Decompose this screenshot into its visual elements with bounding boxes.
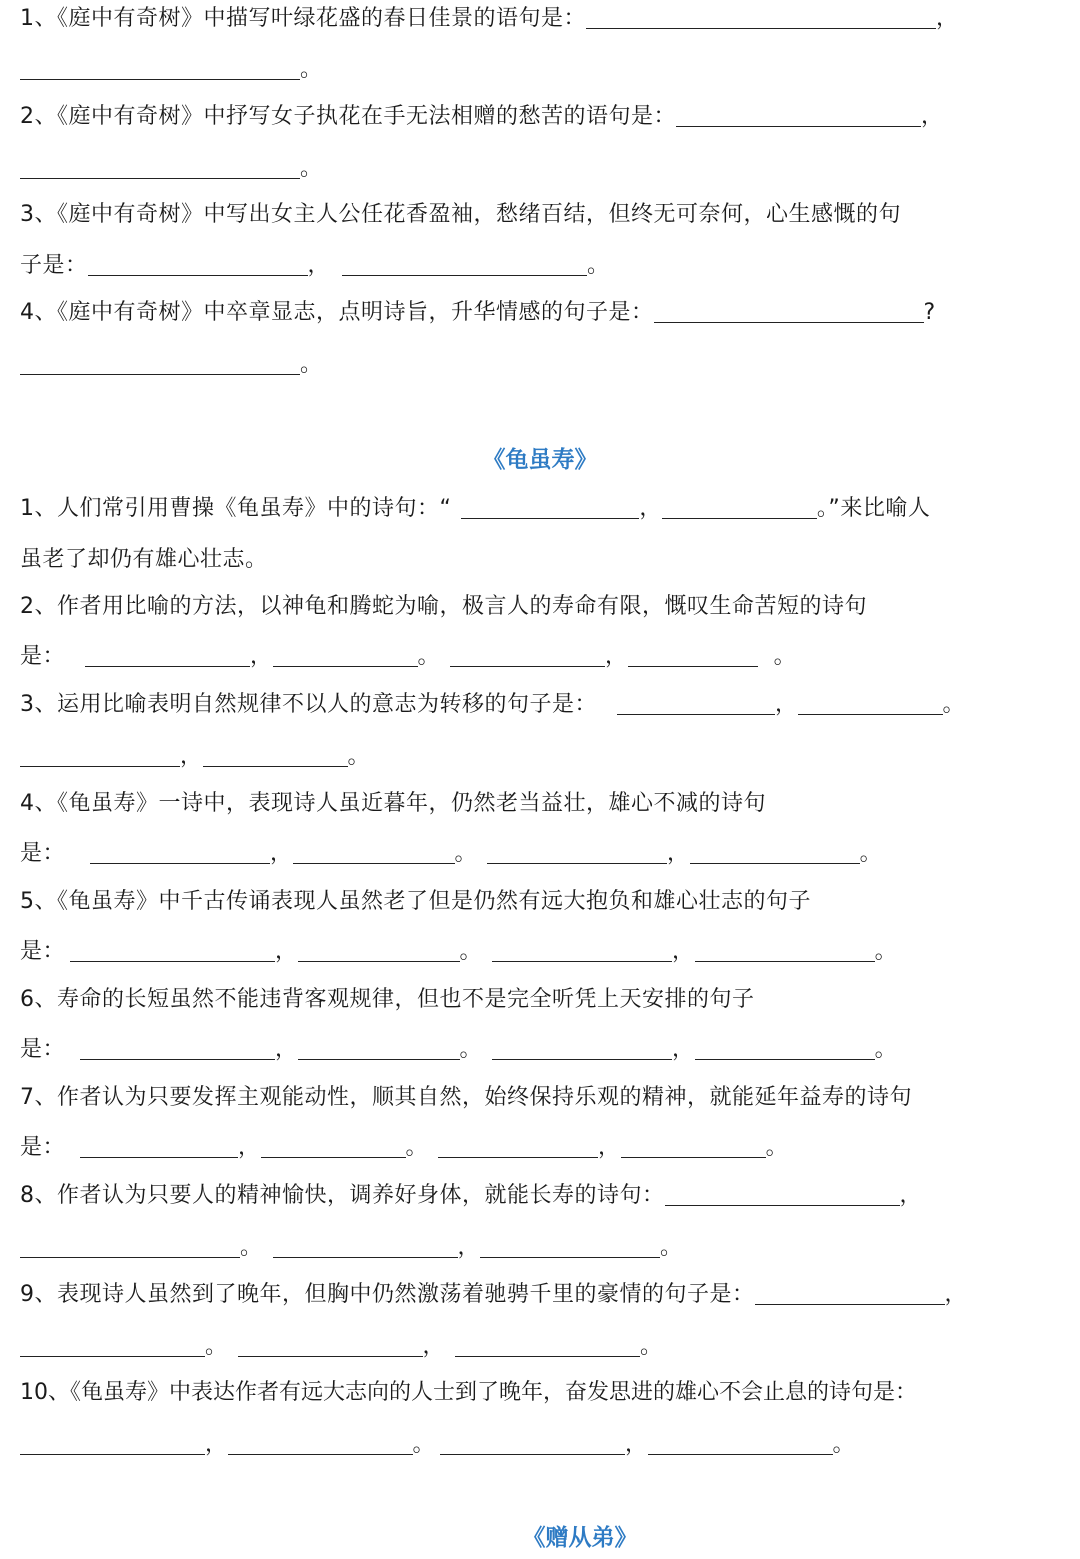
- answer-blank[interactable]: [20, 57, 300, 80]
- answer-blank[interactable]: [273, 644, 418, 667]
- answer-blank[interactable]: [298, 939, 460, 962]
- punctuation: ，: [899, 1183, 923, 1208]
- question-g2: 2、作者用比喻的方法，以神龟和腾蛇为喻，极言人的寿命有限，慨叹生命苦短的诗句: [20, 594, 867, 619]
- answer-blank[interactable]: [342, 253, 587, 276]
- answer-blank[interactable]: [695, 1037, 875, 1060]
- punctuation: ，: [775, 692, 798, 717]
- question-g5: 5、《龟虽寿》中千古传诵表现人虽然老了但是仍然有远大抱负和雄心壮志的句子: [20, 889, 811, 914]
- question-g1-cont: 虽老了却仍有雄心壮志。: [20, 547, 268, 572]
- section-title-guisuishou: 《龟虽寿》: [482, 447, 598, 473]
- punctuation: 。: [874, 1037, 898, 1062]
- question-g10-cont: [20, 1430, 1060, 1460]
- punctuation: ，: [275, 1037, 298, 1062]
- punctuation: 。: [640, 1334, 663, 1359]
- question-g9-cont: [20, 1332, 1060, 1362]
- question-text: 子是：: [20, 253, 88, 278]
- question-g2-cont: [20, 642, 1060, 672]
- answer-blank[interactable]: [662, 496, 817, 519]
- punctuation: ，: [625, 1432, 648, 1457]
- punctuation: 。: [300, 57, 323, 82]
- punctuation: 。: [874, 939, 898, 964]
- answer-blank[interactable]: [455, 1334, 640, 1357]
- answer-blank[interactable]: [80, 1037, 275, 1060]
- question-text: 3、运用比喻表明自然规律不以人的意志为转移的句子是：: [20, 692, 597, 717]
- answer-blank[interactable]: [238, 1334, 423, 1357]
- answer-blank[interactable]: [440, 1432, 625, 1455]
- answer-blank[interactable]: [628, 644, 758, 667]
- answer-blank[interactable]: [438, 1135, 598, 1158]
- punctuation: 。: [405, 1135, 429, 1160]
- answer-blank[interactable]: [665, 1183, 900, 1206]
- question-3-cont: [20, 251, 1060, 281]
- question-4-cont: [20, 350, 1060, 380]
- answer-blank[interactable]: [20, 744, 180, 767]
- punctuation: ，: [672, 939, 695, 964]
- answer-blank[interactable]: [90, 841, 270, 864]
- punctuation: 。: [347, 744, 371, 769]
- punctuation: ，: [672, 1037, 695, 1062]
- answer-blank[interactable]: [20, 1432, 205, 1455]
- answer-blank[interactable]: [298, 1037, 460, 1060]
- punctuation: 。: [459, 939, 483, 964]
- answer-blank[interactable]: [88, 253, 308, 276]
- answer-blank[interactable]: [676, 104, 921, 127]
- question-1-cont: [20, 55, 1060, 85]
- answer-blank[interactable]: [20, 1334, 205, 1357]
- punctuation: 。: [587, 253, 610, 278]
- punctuation: 。: [459, 1037, 483, 1062]
- punctuation: ，: [250, 644, 273, 669]
- answer-blank[interactable]: [617, 692, 775, 715]
- question-g8: [20, 1181, 1060, 1211]
- question-g3: [20, 690, 1060, 720]
- punctuation: 。: [417, 644, 441, 669]
- punctuation: ，: [936, 6, 959, 31]
- question-text: 9、表现诗人虽然到了晚年，但胸中仍然激荡着驰骋千里的豪情的句子是：: [20, 1282, 755, 1307]
- question-text: 2、《庭中有奇树》中抒写女子执花在手无法相赠的愁苦的语句是：: [20, 104, 676, 129]
- answer-blank[interactable]: [203, 744, 348, 767]
- punctuation: ?: [923, 300, 936, 325]
- answer-blank[interactable]: [293, 841, 455, 864]
- punctuation: 。: [412, 1432, 436, 1457]
- question-text: 8、作者认为只要人的精神愉快，调养好身体，就能长寿的诗句：: [20, 1183, 665, 1208]
- answer-blank[interactable]: [621, 1135, 766, 1158]
- punctuation: ，: [605, 644, 628, 669]
- punctuation: 。: [773, 644, 797, 669]
- answer-blank[interactable]: [228, 1432, 413, 1455]
- answer-blank[interactable]: [80, 1135, 238, 1158]
- question-g4: 4、《龟虽寿》一诗中，表现诗人虽近暮年，仍然老当益壮，雄心不减的诗句: [20, 791, 766, 816]
- answer-blank[interactable]: [798, 692, 943, 715]
- punctuation: 。: [240, 1235, 263, 1260]
- question-text: 是：: [20, 841, 66, 866]
- question-1: [20, 4, 1060, 34]
- punctuation: ，: [921, 104, 944, 129]
- question-g1: [20, 494, 1060, 524]
- punctuation: ，: [238, 1135, 261, 1160]
- question-g3-cont: [20, 742, 1060, 772]
- answer-blank[interactable]: [755, 1282, 945, 1305]
- answer-blank[interactable]: [20, 1235, 240, 1258]
- question-g9: [20, 1280, 1060, 1310]
- question-3: [20, 200, 1060, 230]
- punctuation: ，: [307, 253, 331, 278]
- punctuation: ，: [422, 1334, 446, 1359]
- question-text: 是：: [20, 1135, 66, 1160]
- punctuation: 。: [454, 841, 478, 866]
- answer-blank[interactable]: [586, 6, 936, 29]
- answer-blank[interactable]: [85, 644, 250, 667]
- question-g10: 10、《龟虽寿》中表达作者有远大志向的人士到了晚年，奋发思进的雄心不会止息的诗句是：: [20, 1380, 917, 1405]
- punctuation: ，: [598, 1135, 621, 1160]
- punctuation: ，: [667, 841, 690, 866]
- punctuation: 。: [660, 1235, 683, 1260]
- punctuation: ，: [275, 939, 298, 964]
- answer-blank[interactable]: [480, 1235, 660, 1258]
- answer-blank[interactable]: [20, 156, 300, 179]
- question-g4-cont: [20, 839, 1060, 869]
- answer-blank[interactable]: [20, 352, 300, 375]
- punctuation: 。: [832, 1432, 856, 1457]
- punctuation: 。: [765, 1135, 789, 1160]
- answer-blank[interactable]: [690, 841, 860, 864]
- question-2: [20, 102, 1060, 132]
- question-text: 是：: [20, 939, 66, 964]
- answer-blank[interactable]: [273, 1235, 458, 1258]
- question-text: 是：: [20, 1037, 66, 1062]
- question-text: 3、《庭中有奇树》中写出女主人公任花香盈袖，愁绪百结，但终无可奈何，心生感慨的句: [20, 202, 902, 227]
- punctuation: 。”来比喻人: [816, 496, 931, 521]
- punctuation: ，: [205, 1432, 228, 1457]
- question-2-cont: [20, 154, 1060, 184]
- question-g5-cont: [20, 937, 1060, 967]
- answer-blank[interactable]: [654, 300, 924, 323]
- punctuation: ，: [270, 841, 293, 866]
- answer-blank[interactable]: [461, 496, 639, 519]
- question-text: 1、人们常引用曹操《龟虽寿》中的诗句：“: [20, 496, 452, 521]
- question-4: [20, 298, 1060, 328]
- answer-blank[interactable]: [695, 939, 875, 962]
- answer-blank[interactable]: [450, 644, 605, 667]
- punctuation: 。: [942, 692, 966, 717]
- question-g8-cont: [20, 1233, 1060, 1263]
- punctuation: ，: [180, 744, 203, 769]
- punctuation: ，: [639, 496, 662, 521]
- question-text: 1、《庭中有奇树》中描写叶绿花盛的春日佳景的语句是：: [20, 6, 586, 31]
- question-g6-cont: [20, 1035, 1060, 1065]
- question-g7: 7、作者认为只要发挥主观能动性，顺其自然，始终保持乐观的精神，就能延年益寿的诗句: [20, 1085, 913, 1110]
- answer-blank[interactable]: [487, 841, 667, 864]
- punctuation: 。: [205, 1334, 228, 1359]
- punctuation: 。: [859, 841, 883, 866]
- answer-blank[interactable]: [261, 1135, 406, 1158]
- punctuation: ，: [457, 1235, 481, 1260]
- answer-blank[interactable]: [492, 1037, 672, 1060]
- punctuation: ，: [944, 1282, 968, 1307]
- answer-blank[interactable]: [70, 939, 275, 962]
- punctuation: 。: [300, 156, 323, 181]
- answer-blank[interactable]: [648, 1432, 833, 1455]
- question-g7-cont: [20, 1133, 1060, 1163]
- question-g6: 6、寿命的长短虽然不能违背客观规律，但也不是完全听凭上天安排的句子: [20, 987, 755, 1012]
- answer-blank[interactable]: [492, 939, 672, 962]
- section-title-zengcongdi: 《赠从弟》: [522, 1525, 638, 1551]
- question-text: 是：: [20, 644, 66, 669]
- punctuation: 。: [300, 352, 323, 377]
- question-text: 4、《庭中有奇树》中卒章显志，点明诗旨，升华情感的句子是：: [20, 300, 654, 325]
